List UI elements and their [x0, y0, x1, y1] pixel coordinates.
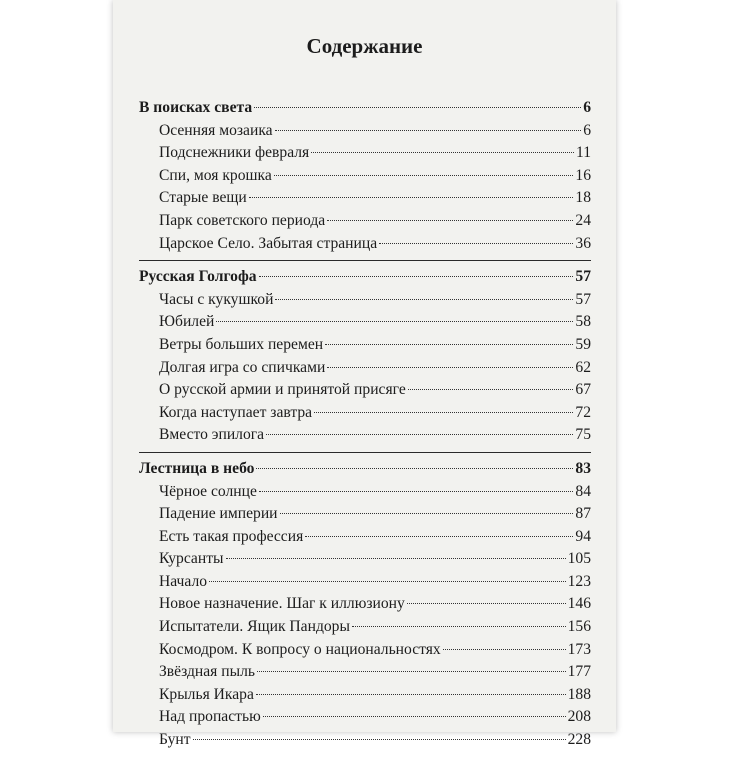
toc-entry-page-number: 188: [567, 685, 591, 703]
toc-entry-page-number: 58: [575, 313, 591, 331]
dot-leader: [259, 276, 574, 277]
dot-leader: [280, 513, 574, 514]
dot-leader: [275, 299, 573, 300]
toc-entry-title: Чёрное солнце: [159, 482, 257, 500]
toc-entry-title: Осенняя мозаика: [159, 121, 273, 139]
toc-entry-page-number: 24: [575, 211, 591, 229]
toc-entry-page-number: 67: [575, 381, 591, 399]
toc-entry-page-number: 62: [575, 358, 591, 376]
toc-section: [139, 452, 591, 752]
dot-leader: [352, 626, 566, 627]
toc-entry-page-number: 105: [567, 550, 591, 568]
toc-entry: [139, 639, 591, 662]
toc-entry-page-number: 18: [575, 189, 591, 207]
dot-leader: [226, 558, 566, 559]
dot-leader: [443, 649, 566, 650]
toc-entry: [139, 165, 591, 188]
toc-entry: [139, 233, 591, 256]
dot-leader: [249, 197, 574, 198]
toc-entry-page-number: 156: [567, 618, 591, 636]
toc-entry: [139, 593, 591, 616]
toc-entry-title: Испытатели. Ящик Пандоры: [159, 618, 350, 636]
toc-entry-page-number: 228: [567, 731, 591, 749]
toc-entry: [139, 526, 591, 549]
dot-leader: [275, 130, 582, 131]
book-page: [113, 0, 616, 749]
toc-entry: [139, 706, 591, 729]
toc-entry: [139, 684, 591, 707]
toc-entry: [139, 503, 591, 526]
toc-entry-title: Курсанты: [159, 550, 224, 568]
dot-leader: [256, 468, 573, 469]
dot-leader: [257, 671, 566, 672]
dot-leader: [311, 152, 574, 153]
toc-entry: [139, 402, 591, 425]
toc-entry-page-number: 84: [575, 482, 591, 500]
toc-entry-page-number: 16: [575, 166, 591, 184]
toc-entry-page-number: 11: [575, 144, 591, 162]
toc-entry-title: Когда наступает завтра: [159, 403, 313, 421]
toc-entry: [139, 289, 591, 312]
toc-entry-title: Царское Село. Забытая страница: [159, 234, 378, 252]
toc-entry-page-number: 59: [575, 335, 591, 353]
dot-leader: [327, 220, 573, 221]
toc-section-heading-page-number: 83: [575, 459, 591, 477]
toc-entry-page-number: 57: [575, 290, 591, 308]
toc-entry-title: Звёздная пыль: [159, 663, 255, 681]
toc-entry: [139, 210, 591, 233]
toc-entry-title: Падение империи: [159, 505, 278, 523]
toc-entry: [139, 379, 591, 402]
toc-entry: [139, 571, 591, 594]
page-title: Содержание: [306, 34, 423, 58]
toc-entry-page-number: 177: [567, 663, 591, 681]
toc-entry-page-number: 208: [567, 708, 591, 726]
dot-leader: [274, 175, 574, 176]
toc-entry-page-number: 75: [575, 426, 591, 444]
toc-entry: [139, 481, 591, 504]
toc-entry-page-number: 36: [575, 234, 591, 252]
toc-entry: [139, 661, 591, 684]
toc-section-heading-title: Русская Голгофа: [139, 268, 257, 286]
toc-entry-page-number: 173: [567, 640, 591, 658]
dot-leader: [314, 412, 573, 413]
toc-entry-title: Крылья Икара: [159, 685, 254, 703]
toc-entry: [139, 616, 591, 639]
toc-entry-title: Над пропастью: [159, 708, 261, 726]
toc-entry-title: Есть такая профессия: [159, 527, 304, 545]
toc-entry-title: Бунт: [159, 731, 191, 749]
toc-section-heading: [139, 458, 591, 481]
toc-entry: [139, 187, 591, 210]
toc-entry: [139, 548, 591, 571]
dot-leader: [407, 603, 566, 604]
toc-entry-title: Начало: [159, 572, 208, 590]
toc-entry: [139, 334, 591, 357]
dot-leader: [327, 367, 573, 368]
toc-entry-page-number: 94: [575, 527, 591, 545]
dot-leader: [193, 739, 566, 740]
dot-leader: [266, 434, 573, 435]
dot-leader: [379, 243, 573, 244]
toc-section-heading: [139, 266, 591, 289]
dot-leader: [254, 107, 581, 108]
toc-entry-title: Ветры больших перемен: [159, 335, 324, 353]
toc-section: [139, 92, 591, 255]
toc-entry-page-number: 87: [575, 505, 591, 523]
toc-section-heading-page-number: 57: [575, 268, 591, 286]
toc-entry-page-number: 123: [567, 572, 591, 590]
dot-leader: [209, 581, 566, 582]
toc-section-heading-title: Лестница в небо: [139, 459, 255, 477]
toc-entry-title: Парк советского периода: [159, 211, 326, 229]
toc-entry: [139, 729, 591, 752]
toc-entry: [139, 311, 591, 334]
dot-leader: [263, 716, 566, 717]
toc-entry-title: Долгая игра со спичками: [159, 358, 326, 376]
toc-section-heading: [139, 97, 591, 120]
dot-leader: [325, 344, 573, 345]
dot-leader: [408, 389, 574, 390]
toc-entry-title: О русской армии и принятой присяге: [159, 381, 406, 399]
table-of-contents: [139, 92, 591, 757]
dot-leader: [259, 491, 573, 492]
toc-entry-title: Спи, моя крошка: [159, 166, 272, 184]
toc-entry-title: Космодром. К вопросу о национальностях: [159, 640, 441, 658]
toc-entry-title: Подснежники февраля: [159, 144, 310, 162]
toc-entry-page-number: 72: [575, 403, 591, 421]
toc-entry: [139, 142, 591, 165]
toc-section-heading-title: В поисках света: [139, 99, 253, 116]
toc-section-heading-page-number: 6: [583, 99, 591, 116]
toc-entry-title: Новое назначение. Шаг к иллюзиону: [159, 595, 405, 613]
toc-entry: [139, 424, 591, 447]
toc-entry-title: Старые вещи: [159, 189, 247, 207]
toc-entry: [139, 357, 591, 380]
toc-entry-title: Юбилей: [159, 313, 215, 331]
toc-entry: [139, 120, 591, 143]
dot-leader: [256, 694, 566, 695]
toc-entry-title: Часы с кукушкой: [159, 290, 274, 308]
dot-leader: [305, 536, 573, 537]
dot-leader: [216, 321, 573, 322]
toc-entry-page-number: 6: [583, 121, 591, 139]
toc-section: [139, 260, 591, 447]
toc-entry-title: Вместо эпилога: [159, 426, 265, 444]
toc-entry-page-number: 146: [567, 595, 591, 613]
